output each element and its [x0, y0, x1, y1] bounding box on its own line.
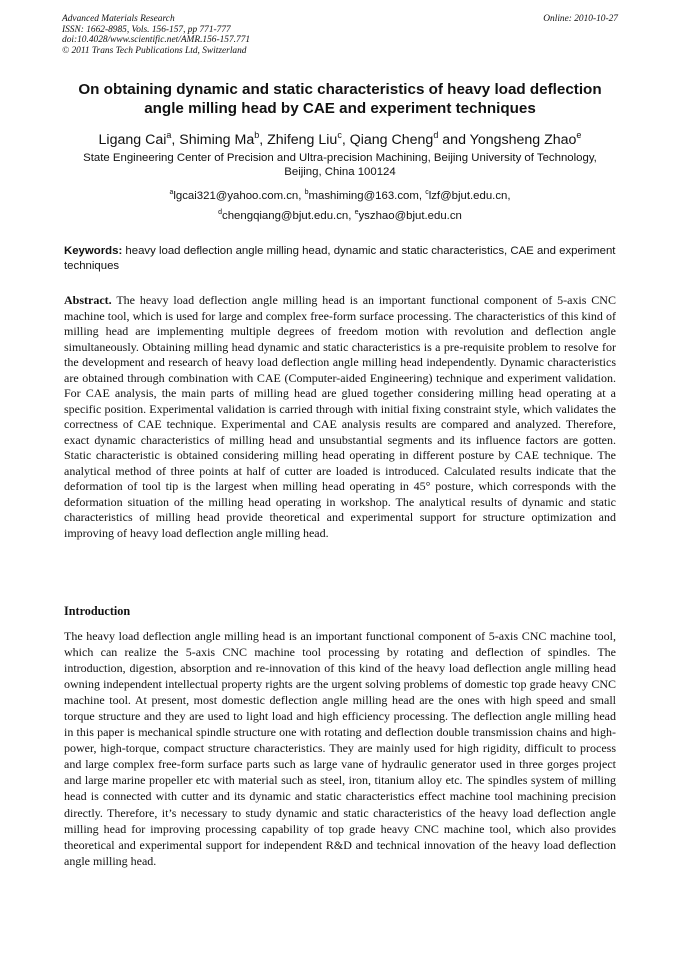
- author: Qiang Cheng$^d$ and: [349, 130, 470, 148]
- affiliation: State Engineering Center of Precision and Ultra-precision Machining, Beijing University of Technology, Beijing, China 100124: [83, 152, 597, 178]
- email-c[interactable]: $^c$lzf@bjut.edu.cn: [425, 189, 508, 202]
- issn-line: ISSN: 1662-8985, Vols. 156-157, pp 771-777: [62, 24, 231, 35]
- email-line-1: $^a$lgcai321@yahoo.com.cn, $^b$mashiming@163.com, $^c$lzf@bjut.edu.cn,: [169, 189, 511, 202]
- introduction-paragraph: The heavy load deflection angle milling head is an important functional component of 5-axis CNC machine tool, which can realize the 5-axis CNC machine tool processing by rotating and deflection of spindles. The introduction, digestion, absorption and re-innovation of this kind of the heavy load deflection angle milling head owning independent intellectual property rights are the urgent solving problems of domestic top grade heavy CNC machine tool. At present, most domestic deflection angle milling head are the ones with high speed and small torque structure and they are used to light load and high efficiency processing. The deflection angle milling head in this paper is mechanical spindle structure one with rotating and deflection double transmission chains and high-power, high-torque, compact structure characteristics. They are mainly used for high rigidity, difficult to process and large complex free-form surface parts such as large vane of hydraulic generator used in three gorges project and large marine propeller etc with material such as steel, iron, titanium alloy etc. The spindles system of milling head is connected with cutter and its dynamic and static characteristics effect machine tool machining precision directly. Therefore, it’s necessary to study dynamic and static characteristics of the heavy load deflection angle milling head for improving processing capability of top grade heavy CNC machine tool, which also provides theoretical and experimental support for independent R&D and technical innovation of the heavy load deflection angle milling head.: [64, 629, 616, 868]
- journal-name: Advanced Materials Research: [62, 14, 175, 24]
- abstract: [64, 293, 616, 541]
- author-list: [50, 131, 630, 149]
- section-heading-introduction: Introduction: [64, 604, 131, 618]
- abstract-label: Abstract.: [64, 293, 112, 307]
- paper-title: On obtaining dynamic and static characteristics of heavy load deflection angle milling head by CAE and experiment techniques: [78, 81, 602, 117]
- email-a[interactable]: $^a$lgcai321@yahoo.com.cn: [169, 189, 299, 202]
- journal-header: [62, 14, 618, 56]
- author: Ligang Cai$^a$,: [98, 130, 180, 148]
- email-d[interactable]: $^d$chengqiang@bjut.edu.cn: [218, 209, 349, 222]
- author: Shiming Ma$^b$,: [179, 130, 268, 148]
- email-e[interactable]: $^e$yszhao@bjut.edu.cn: [354, 209, 462, 222]
- keywords-label: Keywords:: [64, 245, 123, 257]
- online-date: Online: 2010-10-27: [543, 14, 618, 24]
- abstract-text: The heavy load deflection angle milling head is an important functional component of 5-axis CNC machine tool, which is used for large and complex free-form surface processing. The characteristics of this kind of milling head are implementing multiple degrees of freedom motion with revolution and deflection angle simultaneously. Obtaining milling head dynamic and static characteristics is a pre-requisite problem to resolve for the development and research of heavy load deflection angle milling head independently. Dynamic characteristics are obtained through combination with CAE (Computer-aided Engineering) technique and experiment validation. For CAE analysis, the main parts of milling head are glued together considering milling head operating at a specific position. Experimental validation is carried through with initial fixing constraint style, which validates the correctness of CAE technique. Experimental and CAE analysis results are compared and analyzed. Therefore, exact dynamic characteristics of milling head and unsubstantial segments and its influence factors are gotten. Static characteristic is obtained considering milling head operating in different posture by CAE technique. The analytical method of three points at half of cutter are loaded is introduced. Calculated results indicate that the deformation of tool tip is the largest when milling head operating in 45° posture, which corresponds with the deformation situation of the milling head operating in workshop. The analytical results of dynamic and static characteristics of milling head provide theoretical and experimental support for structure optimization and improving of heavy load deflection angle milling head.: [64, 293, 616, 540]
- doi-line: doi:10.4028/www.scientific.net/AMR.156-157.771: [62, 35, 251, 46]
- keywords: [64, 244, 616, 274]
- copyright-line: © 2011 Trans Tech Publications Ltd, Switzerland: [62, 45, 247, 56]
- keywords-text: heavy load deflection angle milling head, dynamic and static characteristics, CAE and experiment techniques: [64, 245, 616, 272]
- email-b[interactable]: $^b$mashiming@163.com: [304, 189, 419, 202]
- author: Zhifeng Liu$^c$,: [267, 130, 350, 148]
- email-block: [62, 186, 618, 226]
- email-line-2: $^d$chengqiang@bjut.edu.cn, $^e$yszhao@bjut.edu.cn: [218, 209, 462, 222]
- author: Yongsheng Zhao$^e$: [469, 130, 582, 148]
